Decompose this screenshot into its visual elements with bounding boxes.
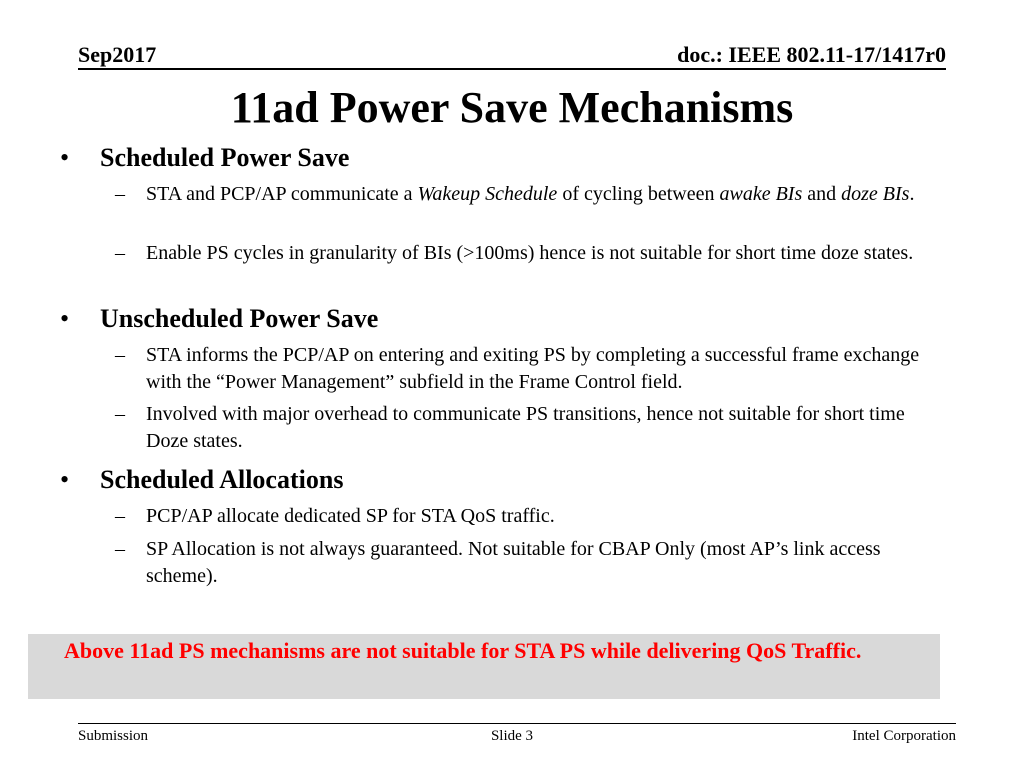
list-item-text: Enable PS cycles in granularity of BIs (>100ms) hence is not suitable for short time doze states. (146, 242, 914, 264)
list-item-italic-text: Wakeup Schedule (417, 183, 558, 205)
list-item (115, 401, 926, 455)
footer-slide-number: Slide 3 (490, 728, 534, 744)
footer-company: Intel Corporation (852, 728, 956, 744)
list-item-text: STA and PCP/AP communicate a (146, 183, 418, 205)
list-item-text: . (909, 183, 915, 205)
list-item-text: and (802, 183, 842, 205)
list-item (115, 503, 926, 530)
footer-submission: Submission (78, 728, 149, 744)
bullet-icon: • (60, 143, 70, 172)
header-divider (78, 68, 946, 70)
list-item-text: of cycling between (557, 183, 720, 205)
bullet-icon: • (60, 304, 70, 333)
dash-icon: – (115, 403, 125, 425)
list-item-italic-text: awake BIs (719, 183, 803, 205)
slide-title: 11ad Power Save Mechanisms (230, 83, 794, 132)
dash-icon: – (115, 538, 125, 560)
header-doc-id: doc.: IEEE 802.11-17/1417r0 (677, 42, 946, 67)
list-item-text: PCP/AP allocate dedicated SP for STA QoS traffic. (146, 505, 555, 527)
section-heading-scheduled-power-save (60, 143, 920, 173)
dash-icon: – (115, 183, 125, 205)
list-item (115, 240, 926, 267)
section-heading-text: Scheduled Power Save (100, 143, 350, 172)
list-item-text: SP Allocation is not always guaranteed. Not suitable for CBAP Only (most AP’s link access scheme). (146, 538, 881, 587)
section-heading-unscheduled-power-save (60, 304, 920, 334)
list-item (115, 342, 926, 396)
dash-icon: – (115, 242, 125, 264)
list-item-text: Involved with major overhead to communicate PS transitions, hence not suitable for short time Doze states. (146, 403, 905, 452)
section-heading-text: Unscheduled Power Save (100, 304, 379, 333)
bullet-icon: • (60, 465, 70, 494)
dash-icon: – (115, 344, 125, 366)
list-item-text: STA informs the PCP/AP on entering and exiting PS by completing a successful frame exchange with the “Power Management” subfield in the Frame Control field. (146, 344, 920, 393)
list-item-italic-text: doze BIs (841, 183, 910, 205)
footer-divider (78, 723, 956, 724)
dash-icon: – (115, 505, 125, 527)
section-heading-text: Scheduled Allocations (100, 465, 344, 494)
list-item (115, 181, 926, 208)
list-item (115, 536, 926, 590)
header-date: Sep2017 (78, 42, 157, 67)
section-heading-scheduled-allocations (60, 465, 920, 495)
highlight-note-box (28, 634, 940, 699)
highlight-note-text: Above 11ad PS mechanisms are not suitable for STA PS while delivering QoS Traffic. (64, 638, 862, 663)
